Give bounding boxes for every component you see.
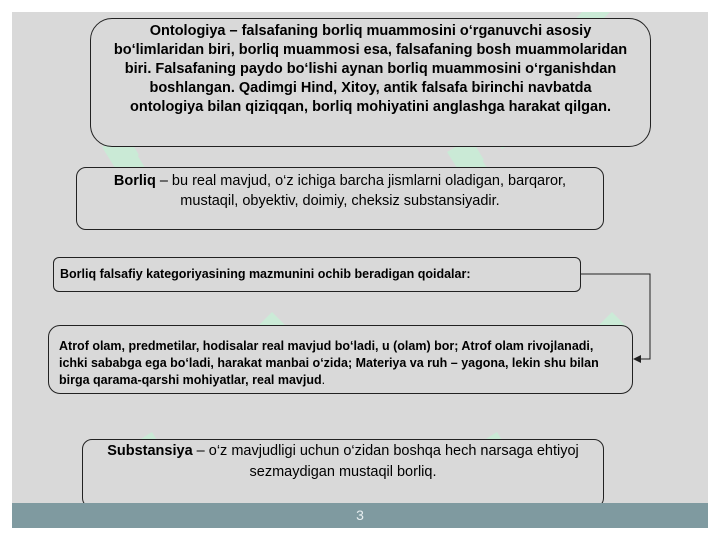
borliq-term: Borliq bbox=[113, 173, 156, 189]
slide bbox=[12, 12, 708, 528]
footer-bar bbox=[12, 503, 708, 528]
substansiya-definition: – o‘z mavjudligi uchun o‘zidan boshqa hech narsaga ehtiyoj sezmaydigan mustaqil borliq. bbox=[192, 443, 579, 480]
rules-heading-text: Borliq falsafiy kategoriyasining mazmunini ochib beradigan qoidalar: bbox=[60, 267, 471, 281]
substansiya-term: Substansiya bbox=[107, 443, 193, 459]
ontology-text: Ontologiya – falsafaning borliq muammosini o‘rganuvchi asosiy bo‘limlaridan biri, borliq muammosi esa, falsafaning bosh muammolaridan biri. Falsafaning paydo bo‘lishi aynan borliq muammosini o‘rganishdan boshlangan. Qadimgi Hind, Xitoy, antik falsafa birinchi navbatda ontologiya bilan qiziqqan, borliq mohiyatini anglashga harakat qilgan. bbox=[113, 23, 628, 115]
page-number: 3 bbox=[356, 507, 364, 523]
rules-trailing: . bbox=[321, 373, 326, 387]
connector-arrow-icon bbox=[12, 12, 708, 528]
rules-text: Atrof olam, predmetilar, hodisalar real mavjud bo‘ladi, u (olam) bor; Atrof olam rivojlanadi, ichki sababga ega bo‘ladi, harakat manbai o‘zida; Materiya va ruh – yagona, lekin shu bilan birga qarama-qarshi mohiyatlar, real mavjud bbox=[59, 339, 599, 387]
borliq-definition: – bu real mavjud, o‘z ichiga barcha jismlarni oladigan, barqaror, mustaqil, obyektiv, doimiy, cheksiz substansiyadir. bbox=[155, 173, 567, 209]
